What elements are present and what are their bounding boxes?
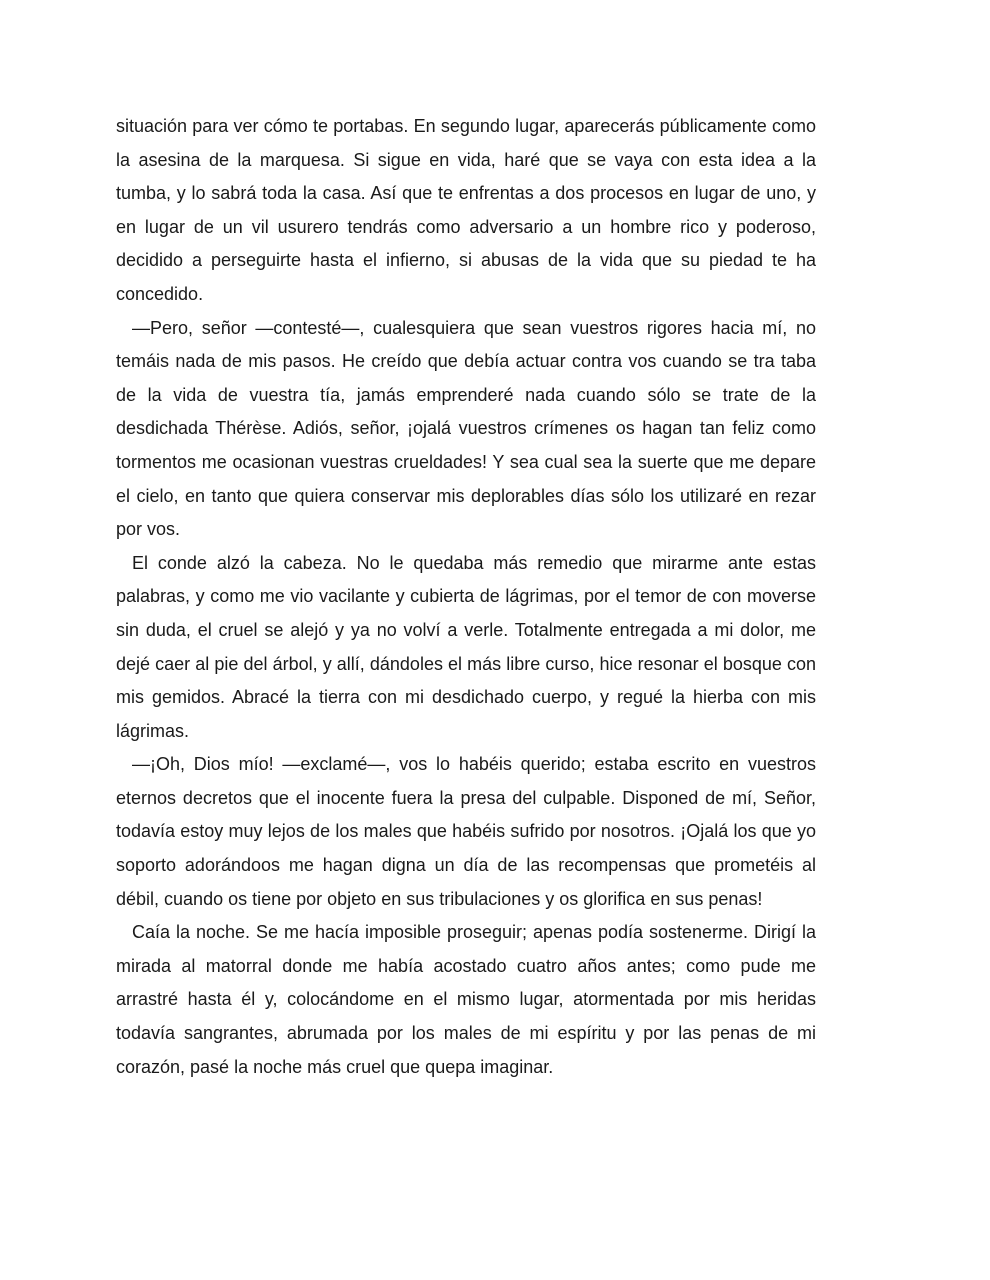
paragraph-5: Caía la noche. Se me hacía imposible proseguir; apenas podía sostenerme. Dirigí la mirada al matorral donde me había acostado cuatro años antes; como pude me arrastré hasta él y, colocándome en el mismo lugar, atormentada por mis heridas todavía sangrantes, abrumada por los males de mi espíritu y por las penas de mi corazón, pasé la noche más cruel que quepa imaginar. — [116, 922, 816, 1077]
paragraph-3: El conde alzó la cabeza. No le quedaba más remedio que mirarme ante estas palabras, y como me vio vacilante y cubierta de lágrimas, por el temor de con moverse sin duda, el cruel se alejó y ya no volví a verle. Totalmente entregada a mi dolor, me dejé caer al pie del árbol, y allí, dándoles el más libre curso, hice resonar el bosque con mis gemidos. Abracé la tierra con mi desdichado cuerpo, y regué la hierba con mis lágrimas. — [116, 552, 816, 741]
paragraph-2: —Pero, señor —contesté—, cualesquiera que sean vuestros rigores hacia mí, no temáis nada de mis pasos. He creído que debía actuar contra vos cuando se tra taba de la vida de vuestra tía, jamás emprenderé nada cuando sólo se trate de la desdichada Thérèse. Adiós, señor, ¡ojalá vuestros crímenes os hagan tan feliz como tormentos me ocasionan vuestras crueldades! Y sea cual sea la suerte que me depare el cielo, en tanto que quiera conservar mis deplorables días sólo los utilizaré en rezar por vos. — [116, 317, 816, 540]
paragraph-1: situación para ver cómo te portabas. En segundo lugar, aparecerás públicamente como la asesina de la marquesa. Si sigue en vida, haré que se vaya con esta idea a la tumba, y lo sabrá toda la casa. Así que te enfrentas a dos procesos en lugar de uno, y en lugar de un vil usurero tendrás como adversario a un hombre rico y poderoso, decidido a perseguirte hasta el infierno, si abusas de la vida que su piedad te ha concedido. — [116, 116, 816, 304]
paragraph-4: —¡Oh, Dios mío! —exclamé—, vos lo habéis querido; estaba escrito en vuestros eternos decretos que el inocente fuera la presa del culpable. Disponed de mí, Señor, todavía estoy muy lejos de los males que habéis sufrido por nosotros. ¡Ojalá los que yo soporto adorándoos me hagan digna un día de las recompensas que prometéis al débil, cuando os tiene por objeto en sus tribulaciones y os glorifica en sus penas! — [116, 754, 816, 909]
document-page — [116, 110, 816, 1084]
